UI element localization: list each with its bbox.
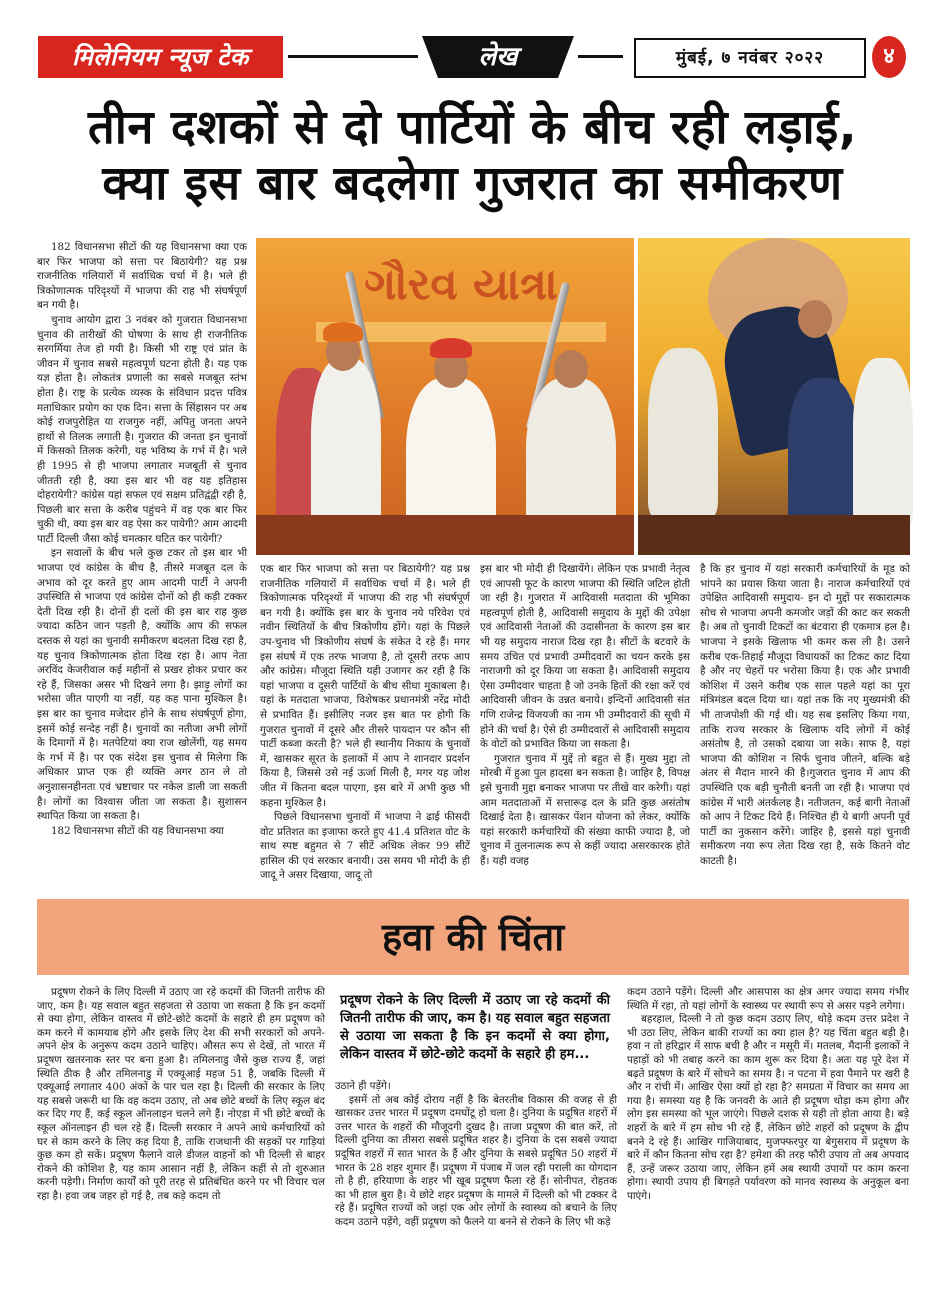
article-column-1 [37,240,247,852]
person-figure [648,348,718,518]
pull-quote: प्रदूषण रोकने के लिए दिल्ली में उठाए जा रहे कदमों की जितनी तारीफ की जाए, कम है। यह सवाल बहुत सहजता से उठाया जा सकता है कि इन कदमों से क्या होगा, लेकिन वास्तव में छोटे-छोटे कदमों के सहारे ही हम... [340,993,610,1062]
page-number: ४ [872,36,906,78]
article-column-3 [480,562,690,867]
section-title: हवा की चिंता [381,915,565,959]
section-band [37,899,909,975]
editorial-column-3 [627,986,909,1271]
rally-photo [256,238,634,555]
paragraph: उठाने ही पड़ेंगे। [335,1080,391,1092]
person-figure [788,378,858,528]
masthead-rule-left [288,55,418,58]
paragraph: है कि हर चुनाव में यहां सरकारी कर्मचारियों के मूड को भांपने का प्रयास किया जाता है। नाराज कर्मचारियों एवं उपेक्षित आदिवासी समुदाय- इन दो मुद्दों पर सकारात्मक सोच से भाजपा अपनी कमजोर जड़ों की काट कर सकती है। अब तो चुनावी टिकटों का बंटवारा ही एकमात्र हल है। भाजपा ने इसके खिलाफ भी कमर कस ली है। उसने करीब एक-तिहाई मौजूदा विधायकों का टिकट काट दिया है और नए चेहरों पर भरोसा किया है। एक और प्रभावी कोशिश में उसने करीब एक साल पहले यहां का पूरा मंत्रिमंडल बदल दिया था। यहां तक कि नए मुख्यमंत्री की भी ताजपोशी की गई थी। यह सब इसलिए किया गया, ताकि राज्य सरकार के खिलाफ यदि लोगों में कोई असंतोष है, तो उसको दबाया जा सके। साफ है, यहां भाजपा की कोशिश न सिर्फ चुनाव जीतने, बल्कि बड़े अंतर से मैदान मारने की है।गुजरात चुनाव में आप की उपस्थिति एक बड़ी चुनौती बनती जा रही है। भाजपा एवं कांग्रेस में भारी अंतर्कलह है। नतीजतन, कई बागी नेताओं को आप ने टिकट दिये हैं। निश्चित ही ये बागी अपनी पूर्व पार्टी का नुकसान करेंगे। जाहिर है, इससे यहां चुनावी समीकरण नया रूप लेता दिख रहा है, सके कितने वोट काटती है। [700,563,910,867]
article-column-2 [260,562,470,882]
paragraph: कदम उठाने पड़ेंगे। दिल्ली और आसपास का क्षेत्र अगर ज्यादा समय गंभीर स्थिति में रहा, तो यहां लोगों के स्वास्थ्य पर स्थायी रूप से असर पड़ने लगेगा। [627,986,909,1012]
person-figure [853,358,913,528]
person-head [554,350,588,388]
editorial-column-2 [335,1080,617,1272]
newspaper-brand: मिलेनियम न्यूज टेक [38,36,283,78]
person-head [798,300,832,338]
paragraph: 182 विधानसभा सीटों की यह विधानसभा क्या एक बार फिर भाजपा को सत्ता पर बिठायेगी? यह प्रश्न राजनीतिक गलियारों में सर्वाधिक चर्चा में है। भले ही त्रिकोणात्मक परिदृश्यों में भाजपा की राह भी संघर्षपूर्ण बन गयी है। [37,241,247,312]
paragraph: इन सवालों के बीच भले कुछ टकर तो इस बार भी भाजपा एवं कांग्रेस के बीच है, तीसरे मजबूत दल के अभाव को दूर करते हुए आम आदमी पार्टी ने अपनी उपस्थिति से भाजपा एवं कांग्रेस दोनों को ही कड़ी टक्कर देती दिख रही है। दोनों ही दलों की इस बार राह कुछ ज्यादा कठिन जान पड़ती है, क्योंकि आप की सफल दस्तक से यहां का चुनावी समीकरण बदलता दिख रहा है, यह चुनाव त्रिकोणात्मक होता दिख रहा है। आप नेता अरविंद केजरीवाल कई महीनों से प्रखर होकर प्रचार कर रहे हैं, जिसका असर भी दिखने लगा है। झाड़ू लोगों का भरोसा जीत पाएगी या नहीं, यह कह पाना मुश्किल है। इस बार का चुनाव मजेदार होने के साथ संघर्षपूर्ण होगा, इसमें कोई सन्देह नहीं है। चुनावों का नतीजा अभी लोगों के दिमागों में है। मतपेटियां क्या राज खोलेंगी, यह समय के गर्भ में है। पर एक संदेश इस चुनाव से मिलेगा कि अधिकार प्राप्त एक ही व्यक्ति अगर ठान ले तो अनुशासनहीनता एवं भ्रष्टाचार पर नकेल डाली जा सकती है। लोगों का विश्वास जीता जा सकता है। सुशासन स्थापित किया जा सकता है। [37,547,247,823]
headline-line-1: तीन दशकों से दो पार्टियों के बीच रही लड़ाई, [87,100,858,155]
masthead-rule-right [578,55,623,58]
masthead [38,36,906,78]
felicitation-photo [638,238,910,555]
banner-text: ગૌરવ યાત્રા [364,259,558,310]
dateline: मुंबई, ७ नवंबर २०२२ [634,38,866,78]
paragraph: एक बार फिर भाजपा को सत्ता पर बिठायेगी? यह प्रश्न राजनीतिक गलियारों में सर्वाधिक चर्चा में है। भले ही त्रिकोणात्मक परिदृश्यों में भाजपा की राह भी संघर्षपूर्ण बन गयी है। क्योंकि इस बार के चुनाव नये परिवेश एवं नवीन स्थितियों के बीच त्रिकोणीय होंगे। यहां के पिछले उप-चुनाव भी त्रिकोणीय संघर्ष के संकेत दे रहे हैं। मगर इस संघर्ष में एक तरफ भाजपा है, तो दूसरी तरफ आप और कांग्रेस। मौजूदा स्थिति यही उजागर कर रही है कि यहां भाजपा व दूसरी पार्टियों के बीच सीधा मुकाबला है। यहां के मतदाता भाजपा, विशेषकर प्रधानमंत्री नरेंद्र मोदी से प्रभावित हैं। इसीलिए नजर इस बात पर होगी कि गुजरात चुनावों में दूसरे और तीसरे पायदान पर कौन सी पार्टी कब्जा करती है? भले ही स्थानीय निकाय के चुनावों में, खासकर सूरत के इलाकों में आप ने शानदार प्रदर्शन किया है, जिससे उसे नई ऊर्जा मिली है, मगर यह जोश जीत में कितना बदल पाएगा, इस बारे में अभी कुछ भी कहना मुश्किल है। [260,563,470,809]
article-column-4 [700,562,910,867]
paragraph: चुनाव आयोग द्वारा 3 नवंबर को गुजरात विधानसभा चुनाव की तारीखों की घोषणा के साथ ही राजनीतिक सरगर्मिया तेज हो गयी है। किसी भी राष्ट्र एवं प्रांत के जीवन में चुनाव सबसे महत्वपूर्ण घटना होती है। यह एक यज्ञ होता है। लोकतंत्र प्रणाली का सबसे मजबूत स्तंभ होता है। राष्ट्र के प्रत्येक व्यस्क के संविधान प्रदत्त पवित्र मताधिकार प्रयोग का एक दिन। सत्ता के सिंहासन पर अब कोई राजपुरोहित या राजगुरु नहीं, अपितु जनता अपने हाथों से तिलक लगाती है। गुजरात की जनता इन चुनावों में किसको तिलक करेगी, यह भविष्य के गर्भ में है। भले ही 1995 से ही भाजपा लगातार मजबूती से चुनाव जीतती रही है, क्या इस बार भी वह यह इतिहास दोहरायेगी? कांग्रेस यहां सफल एवं सक्षम प्रतिद्वंद्वी रही है, पिछली बार सत्ता के करीब पहुंचने में वह एक बार फिर चुकी थी, क्या इस बार वह ऐसा कर पायेगी? आम आदमी पार्टी दिल्ली जैसा कोई चमत्कार घटित कर पायेगी? [37,313,247,545]
paragraph: बहरहाल, दिल्ली ने तो कुछ कदम उठाए लिए, थोड़े कदम उत्तर प्रदेश ने भी उठा लिए, लेकिन बाकी राज्यों का क्या हाल है? यह चिंता बहुत बड़ी है। हवा न तो हरिद्वार में साफ बची है और न मसूरी में। मतलब, मैदानी इलाकों ने पहाड़ों को भी तबाह करने का काम शुरू कर दिया है। अतः यह पूरे देश में बढ़ते प्रदूषण के बारे में सोचने का समय है। न पटना में हवा पैमाने पर खरी है और न रांची में। आखिर ऐसा क्यों हो रहा है? समग्रता में विचार का समय आ गया है। समस्या यह है कि जनवरी के आते ही प्रदूषण थोड़ा कम होगा और लोग इस समस्या को भूल जाएंगे। पिछले दशक से यही तो होता आया है। बड़े शहरों के बारे में हम सोच भी रहे हैं, लेकिन छोटे शहरों को प्रदूषण के द्वीप बनने दे रहे हैं। आखिर गाजियाबाद, मुजफ्फरपुर या बेगुसराय में प्रदूषण के बारे में कौन कितना सोच रहा है? हमेशा की तरह फौरी उपाय तो अब अपवाद हैं, उन्हें जरूर उठाया जाए, लेकिन हमें अब स्थायी उपायों पर काम करना होगा। स्थायी उपाय ही बिगड़ते पर्यावरण को मानव स्वास्थ्य के अनुकूल बना पाएंगे। [627,1013,909,1202]
paragraph: प्रदूषण रोकने के लिए दिल्ली में उठाए जा रहे कदमों की जितनी तारीफ की जाए, कम है। यह सवाल बहुत सहजता से उठाया जा सकता है कि इन कदमों से क्या होगा, लेकिन वास्तव में छोटे-छोटे कदमों के सहारे ही हम प्रदूषण को कम करने में कामयाब होंगे और इसके लिए देश की सभी सरकारों को अपने-अपने क्षेत्र के अनुरूप कदम उठाने चाहिए। औसत रूप से देखें, तो भारत में प्रदूषण खतरनाक स्तर पर बना हुआ है। तमिलनाडु जैसे कुछ राज्य हैं, जहां स्थिति ठीक है और तमिलनाडु में एक्यूआई महज 51 है, जबकि दिल्ली में एक्यूआई लगातार 400 अंकों के पार चल रहा है। दिल्ली की सरकार के लिए यह सबसे जरूरी था कि वह कदम उठाए, तो अब छोटे बच्चों के लिए स्कूल बंद कर दिए गए हैं, कई स्कूल ऑनलाइन चलने लगे हैं। नोएडा में भी छोटे बच्चों के स्कूल ऑनलाइन ही चल रहे हैं। दिल्ली सरकार ने अपने आधे कर्मचारियों को घर से काम करने के लिए कह दिया है, ताकि राजधानी की सड़कों पर गाड़ियां कुछ कम हो सकें। प्रदूषण फैलाने वाले डीजल वाहनों को भी दिल्ली से बाहर रोकने की कोशिश है, यह काम आसान नहीं है, लेकिन कहीं से तो शुरुआत करनी पड़ेगी। निर्माण कार्यों को पूरी तरह से प्रतिबंधित करने पर भी विचार चल रहा है। हवा जब जहर हो गई है, तब कड़े कदम तो [37,986,325,1202]
stage-floor [638,515,910,555]
paragraph: पिछले विधानसभा चुनावों में भाजपा ने ढाई फीसदी वोट प्रतिशत का इजाफा करते हुए 41.4 प्रतिशत वोट के साथ स्पष्ट बहुमत से 7 सीटें अधिक लेकर 99 सीटें हासिल की एवं सरकार बनायी। उस समय भी मोदी के ही जादू ने असर दिखाया, जादू तो [260,811,470,882]
main-headline [30,100,915,212]
turban-icon [430,338,472,358]
paragraph: इस बार भी मोदी ही दिखायेंगे। लेकिन एक प्रभावी नेतृत्व एवं आपसी फूट के कारण भाजपा की स्थिति जटिल होती जा रही है। गुजरात में आदिवासी मतदाता की भूमिका महत्वपूर्ण होती है, आदिवासी समुदाय के मुद्दों की उपेक्षा एवं आदिवासी नेताओं की उदासीनता के कारण इस बार भी यह समुदाय नाराज दिख रहा है। सीटों के बटवारे के समय उचित एवं प्रभावी उम्मीदवारों का चयन करके इस नाराजगी को दूर किया जा सकता है। आदिवासी समुदाय ऐसा उम्मीदवार चाहता है जो उनके हितों की रक्षा करें एवं आदिवासी जीवन के उन्नत बनाये। इन्दिनों आदिवासी संत गणि राजेन्द्र विजयजी का नाम भी उम्मीदवारों की सूची में होने की चर्चा है। ऐसे ही उम्मीदवारों से आदिवासी समुदाय के वोटों को प्रभावित किया जा सकता है। [480,563,690,751]
section-label: लेख [438,36,558,78]
turban-icon [323,322,363,342]
paragraph: इसमें तो अब कोई दोराय नहीं है कि बेतरतीब विकास की वजह से ही खासकर उत्तर भारत में प्रदूषण दमघोंटू हो चला है। दुनिया के प्रदूषित शहरों में उत्तर भारत के शहरों की मौजूदगी दुखद है। ताजा प्रदूषण की बात करें, तो दिल्ली दुनिया का तीसरा सबसे प्रदूषित शहर है। दुनिया के दस सबसे ज्यादा प्रदूषित शहरों में सात भारत के हैं और दुनिया के सबसे प्रदूषित 50 शहरों में भारत के 28 शहर शुमार हैं। प्रदूषण में पंजाब में जल रही पराली का योगदान तो है ही, हरियाणा के शहर भी खूब प्रदूषण फैला रहे हैं। सोनीपत, रोहतक का भी हाल बुरा है। ये छोटे शहर प्रदूषण के मामले में दिल्ली को भी टक्कर दे रहे हैं। प्रदूषित राज्यों को जहां एक ओर लोगों के स्वास्थ्य को बचाने के लिए कदम उठाने पड़ेंगे, वहीं प्रदूषण को फैलने या बनने से रोकने के लिए भी कड़े [335,1093,617,1228]
headline-line-2: क्या इस बार बदलेगा गुजरात का समीकरण [102,156,843,211]
paragraph: गुजरात चुनाव में मुद्दें तो बहुत से हैं। मुख्य मुद्दा तो मोरबी में हुआ पुल हादसा बन सकता है। जाहिर है, विपक्ष इसे चुनावी मुद्दा बनाकर भाजपा पर तीखे वार करेगी। यहां आम मतदाताओं में सत्तारूढ़ दल के प्रति कुछ असंतोष दिखाई देता है। खासकर पेंशन योजना को लेकर, क्योंकि यहां सरकारी कर्मचारियों की संख्या काफी ज्यादा है, जो चुनाव में तुलनात्मक रूप से कहीं ज्यादा असरकारक होते हैं। यही वजह [480,752,690,867]
paragraph: 182 विधानसभा सीटों की यह विधानसभा क्या [51,824,224,837]
editorial-column-1 [37,986,325,1271]
stage-floor [256,515,634,555]
